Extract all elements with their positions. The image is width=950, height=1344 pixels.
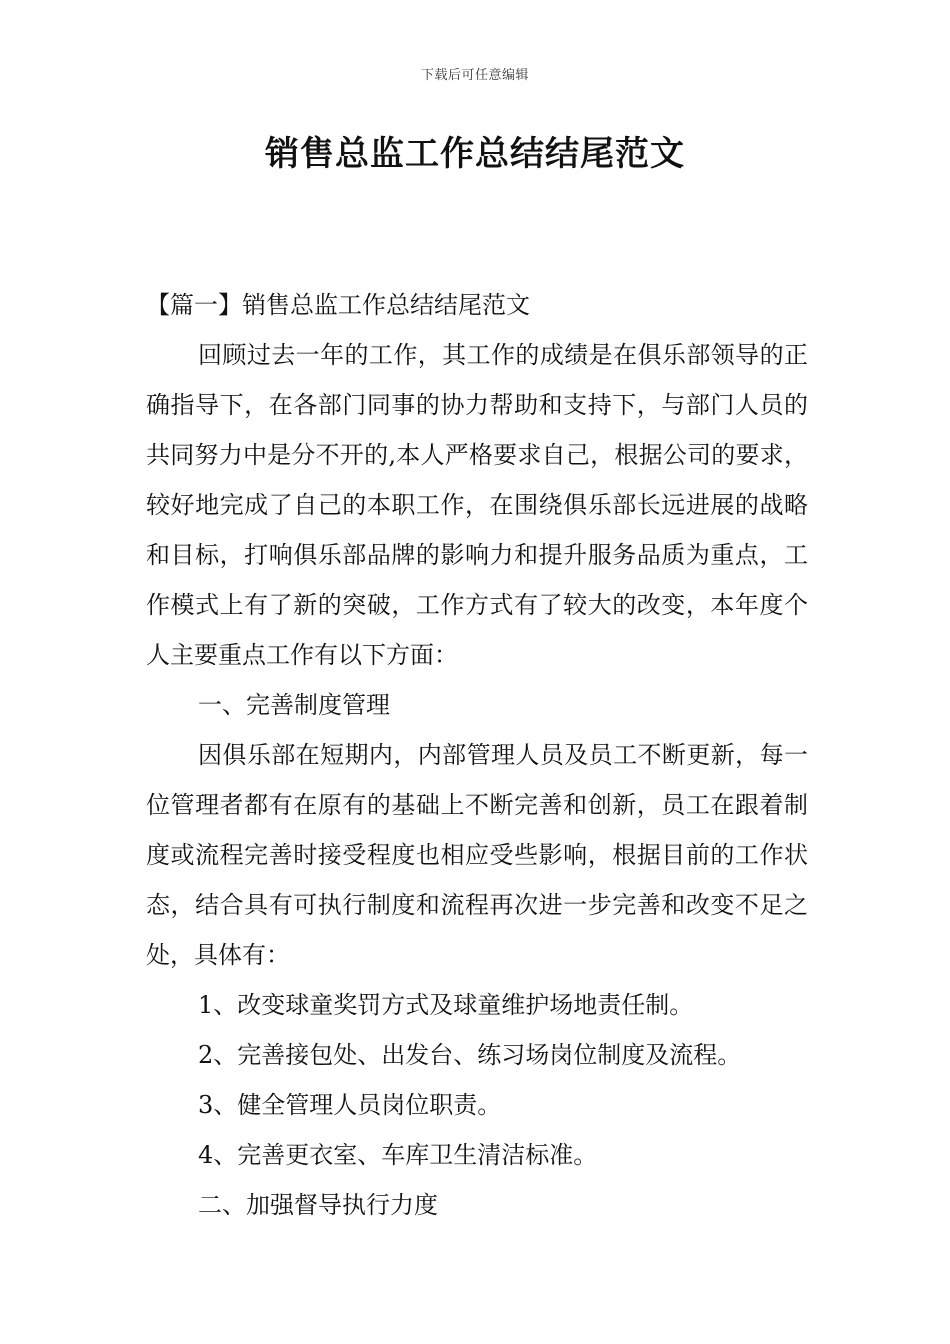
paragraph-intro: 回顾过去一年的工作，其工作的成绩是在俱乐部领导的正确指导下，在各部门同事的协力帮助和支持下，与部门人员的共同努力中是分不开的,本人严格要求自己，根据公司的要求，较好地完成了自己的本职工作，在围绕俱乐部长远进展的战略和目标，打响俱乐部品牌的影响力和提升服务品质为重点，工作模式上有了新的突破，工作方式有了较大的改变，本年度个人主要重点工作有以下方面：	[146, 341, 808, 669]
page-header-note: 下载后可任意编辑	[420, 68, 529, 83]
list-item: 4、完善更衣室、车库卫生清洁标准。	[198, 1141, 598, 1169]
paragraph-system-management: 因俱乐部在短期内，内部管理人员及员工不断更新，每一位管理者都有在原有的基础上不断完善和创新，员工在跟着制度或流程完善时接受程度也相应受些影响，根据目前的工作状态，结合具有可执行制度和流程再次进一步完善和改变不足之处，具体有：	[146, 741, 808, 969]
document-title: 销售总监工作总结结尾范文	[265, 134, 685, 174]
subheading-system-management: 一、完善制度管理	[198, 691, 390, 719]
list-item: 2、完善接包处、出发台、练习场岗位制度及流程。	[198, 1041, 742, 1069]
section-heading: 【篇一】销售总监工作总结结尾范文	[146, 291, 530, 319]
document-body	[146, 280, 808, 1230]
list-item: 3、健全管理人员岗位职责。	[198, 1091, 502, 1119]
subheading-supervision: 二、加强督导执行力度	[198, 1191, 438, 1219]
list-item: 1、改变球童奖罚方式及球童维护场地责任制。	[198, 991, 694, 1019]
